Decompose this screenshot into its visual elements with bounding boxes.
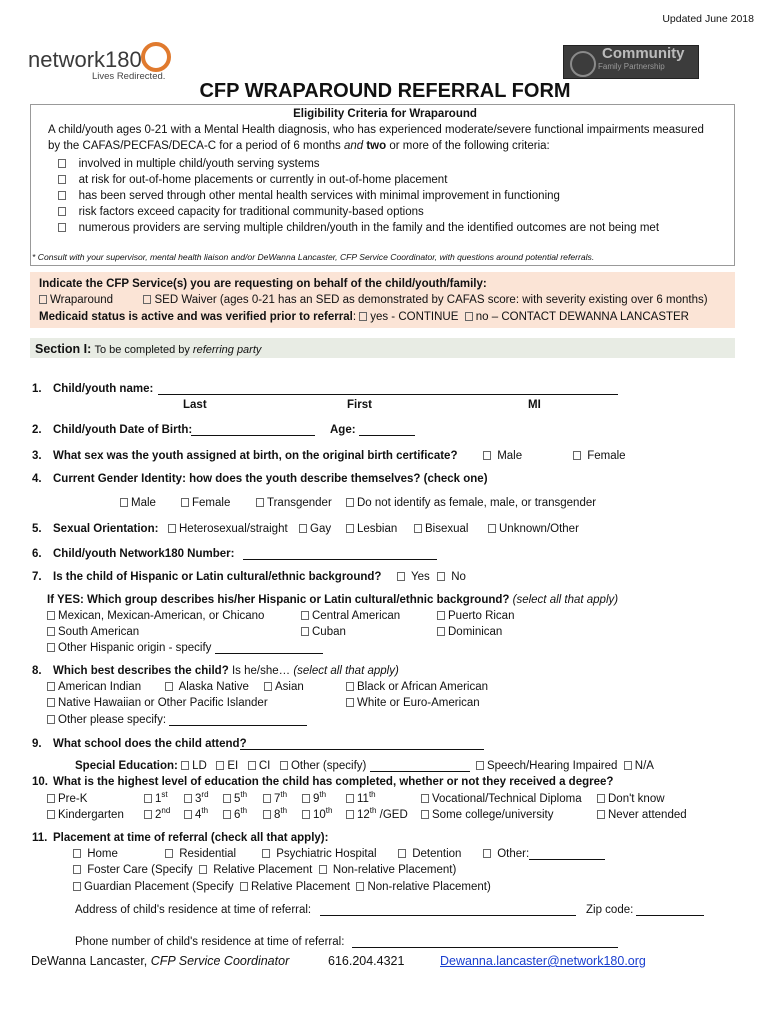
q5-option-gay[interactable]: Gay xyxy=(299,523,331,535)
checkbox[interactable] xyxy=(120,498,128,507)
dob-field[interactable] xyxy=(191,424,315,436)
q7-option-south-american[interactable]: South American xyxy=(47,626,139,638)
q10-9th[interactable]: 9th xyxy=(302,793,326,805)
medicaid-label: Medicaid status is active and was verified prior to referral xyxy=(39,311,353,323)
checkbox[interactable] xyxy=(263,794,271,803)
medicaid-yes-label: yes - CONTINUE xyxy=(370,311,459,323)
eligibility-intro-line2 xyxy=(48,140,550,152)
medicaid-no-checkbox[interactable] xyxy=(465,312,473,321)
address-label: Address of child's residence at time of referral: xyxy=(75,904,312,916)
q3-male-option[interactable]: Male xyxy=(483,450,522,462)
checkbox[interactable] xyxy=(47,643,55,652)
q9-label: What school does the child attend? xyxy=(53,738,247,750)
q3-label: What sex was the youth assigned at birth, on the original birth certificate? xyxy=(53,450,458,462)
q1-last: Last xyxy=(183,399,207,411)
checkbox[interactable] xyxy=(47,627,55,636)
other-sped-checkbox[interactable] xyxy=(280,761,288,770)
checkbox[interactable] xyxy=(262,849,270,858)
guardian-checkbox[interactable] xyxy=(73,882,81,891)
foster-nonrelative-checkbox[interactable] xyxy=(319,865,327,874)
checkbox[interactable] xyxy=(47,794,55,803)
q2-label: Child/youth Date of Birth: xyxy=(53,424,193,436)
q8-option-american-indian[interactable]: American Indian xyxy=(47,681,141,693)
q5-option-hetero[interactable]: Heterosexual/straight xyxy=(168,523,288,535)
q10-3rd[interactable]: 3rd xyxy=(184,793,209,805)
q1-first: First xyxy=(347,399,372,411)
q5-option-lesbian[interactable]: Lesbian xyxy=(346,523,397,535)
intro-text-b: or more of the following criteria: xyxy=(386,140,550,152)
checkbox[interactable] xyxy=(301,627,309,636)
footer-role: CFP Service Coordinator xyxy=(150,954,290,968)
checkbox[interactable] xyxy=(483,849,491,858)
q9-sped-row: Special Education: LD EI CI Other (specify) Speech/Hearing Impaired N/A xyxy=(75,760,654,772)
q11-psych-hospital[interactable]: Psychiatric Hospital xyxy=(262,848,377,860)
section1-label: Section I: xyxy=(35,342,92,356)
q11-foster-row: Foster Care (Specify Relative Placement Non-relative Placement) xyxy=(73,864,456,876)
checkbox[interactable] xyxy=(47,682,55,691)
medicaid-yes-checkbox[interactable] xyxy=(359,312,367,321)
checkbox[interactable] xyxy=(488,524,496,533)
checkbox[interactable] xyxy=(597,794,605,803)
q4-option-not-identify[interactable]: Do not identify as female, male, or transgender xyxy=(346,497,596,509)
section1-party: referring party xyxy=(192,344,262,356)
q5-number: 5. xyxy=(32,523,42,535)
q2-age-label: Age: xyxy=(330,424,356,436)
q8-option-white[interactable]: White or Euro-American xyxy=(346,697,480,709)
footer-contact xyxy=(31,954,289,968)
q10-pre-k[interactable]: Pre-K xyxy=(47,793,87,805)
partner-logo-sub: Family Partnership xyxy=(598,62,665,71)
q7-option-mexican[interactable]: Mexican, Mexican-American, or Chicano xyxy=(47,610,264,622)
q6-number: 6. xyxy=(32,548,42,560)
checkbox[interactable] xyxy=(47,698,55,707)
criteria-item: involved in multiple child/youth serving systems xyxy=(58,156,659,172)
q10-2nd[interactable]: 2nd xyxy=(144,809,170,821)
network180-number-field[interactable] xyxy=(243,548,437,560)
q4-option-male[interactable]: Male xyxy=(120,497,156,509)
checkbox[interactable] xyxy=(346,698,354,707)
q10-12th[interactable]: 12th /GED xyxy=(346,809,408,821)
q7-option-puerto-rican[interactable]: Puerto Rican xyxy=(437,610,514,622)
guardian-nonrelative-checkbox[interactable] xyxy=(356,882,364,891)
updated-date: Updated June 2018 xyxy=(662,13,754,25)
q11-home[interactable]: Home xyxy=(73,848,118,860)
q10-7th[interactable]: 7th xyxy=(263,793,287,805)
checkbox[interactable] xyxy=(144,810,152,819)
q3-female-option[interactable]: Female xyxy=(573,450,626,462)
phone-label: Phone number of child's residence at time of referral: xyxy=(75,936,345,948)
q10-1st[interactable]: 1st xyxy=(144,793,168,805)
logo-tagline: Lives Redirected. xyxy=(92,71,166,82)
foster-checkbox[interactable] xyxy=(73,865,81,874)
q10-8th[interactable]: 8th xyxy=(263,809,287,821)
partner-logo-title: Community xyxy=(602,45,685,62)
q11-guardian-row: Guardian Placement (Specify Relative Placement Non-relative Placement) xyxy=(73,881,491,893)
checkbox[interactable] xyxy=(223,810,231,819)
checkbox[interactable] xyxy=(437,611,445,620)
partner-logo-swirl-icon xyxy=(570,51,596,77)
criteria-item: at risk for out-of-home placements or currently in out-of-home placement xyxy=(58,172,659,188)
checkbox[interactable] xyxy=(397,572,405,581)
other-sped-field[interactable] xyxy=(370,760,470,772)
footer-email-link[interactable] xyxy=(440,954,646,968)
checkbox[interactable] xyxy=(58,159,66,168)
guardian-relative-checkbox[interactable] xyxy=(240,882,248,891)
q10-never-attended[interactable]: Never attended xyxy=(597,809,687,821)
criteria-item: numerous providers are serving multiple children/youth in the family and the identified outcomes are not being met xyxy=(58,220,659,236)
q10-5th[interactable]: 5th xyxy=(223,793,247,805)
ci-checkbox[interactable] xyxy=(248,761,256,770)
intro-and: and xyxy=(343,140,364,152)
q1-mi: MI xyxy=(528,399,541,411)
services-options xyxy=(39,294,708,306)
q8-option-asian[interactable]: Asian xyxy=(264,681,304,693)
logo-wordmark: network180 xyxy=(28,47,142,72)
phone-field[interactable] xyxy=(352,936,618,948)
checkbox[interactable] xyxy=(47,715,55,724)
zip-label: Zip code: xyxy=(586,904,634,916)
age-field[interactable] xyxy=(359,424,415,436)
criteria-list xyxy=(58,156,659,236)
child-name-field[interactable] xyxy=(158,383,618,395)
network180-logo xyxy=(28,42,178,85)
checkbox[interactable] xyxy=(421,810,429,819)
intro-text-a: by the CAFAS/PECFAS/DECA-C for a period of 6 months xyxy=(48,140,344,152)
checkbox[interactable] xyxy=(58,175,66,184)
q7-number: 7. xyxy=(32,571,42,583)
q7-option-other-hispanic[interactable]: Other Hispanic origin - specify xyxy=(47,642,323,654)
checkbox[interactable] xyxy=(47,810,55,819)
other-hispanic-field[interactable] xyxy=(215,642,323,654)
q2-number: 2. xyxy=(32,424,42,436)
q8-option-alaska-native[interactable]: Alaska Native xyxy=(165,681,249,693)
checkbox[interactable] xyxy=(346,682,354,691)
q10-number: 10. xyxy=(32,776,48,788)
q10-11th[interactable]: 11th xyxy=(346,793,376,805)
intro-two: two xyxy=(363,140,387,152)
q5-option-unknown[interactable]: Unknown/Other xyxy=(488,523,579,535)
q10-6th[interactable]: 6th xyxy=(223,809,247,821)
q7-option-dominican[interactable]: Dominican xyxy=(437,626,502,638)
q7-no-option[interactable]: No xyxy=(437,571,466,583)
criteria-item: has been served through other mental health services with minimal improvement in functioning xyxy=(58,188,659,204)
q5-option-bisexual[interactable]: Bisexual xyxy=(414,523,468,535)
q11-residential[interactable]: Residential xyxy=(165,848,236,860)
checkbox[interactable] xyxy=(181,498,189,507)
q8-option-black[interactable]: Black or African American xyxy=(346,681,488,693)
network180-logo-mark xyxy=(28,42,178,82)
footer-phone: 616.204.4321 xyxy=(328,954,405,968)
q11-other[interactable]: Other: xyxy=(483,848,605,860)
criteria-item: risk factors exceed capacity for traditional community-based options xyxy=(58,204,659,220)
medicaid-row: Medicaid status is active and was verified prior to referral: yes - CONTINUE no – CONTACT DEWANNA LANCASTER xyxy=(39,311,689,323)
ld-checkbox[interactable] xyxy=(181,761,189,770)
q9-number: 9. xyxy=(32,738,42,750)
q10-dont-know[interactable]: Don't know xyxy=(597,793,665,805)
q8-option-other[interactable]: Other please specify: xyxy=(47,714,307,726)
ei-checkbox[interactable] xyxy=(216,761,224,770)
q10-10th[interactable]: 10th xyxy=(302,809,332,821)
sed-waiver-label: SED Waiver (ages 0-21 has an SED as demonstrated by CAFAS score: with severity existing over 6 months) xyxy=(154,294,708,306)
q7-option-central-american[interactable]: Central American xyxy=(301,610,400,622)
other-race-field[interactable] xyxy=(169,714,307,726)
speech-checkbox[interactable] xyxy=(476,761,484,770)
q11-label: Placement at time of referral (check all that apply): xyxy=(53,832,329,844)
q10-kindergarten[interactable]: Kindergarten xyxy=(47,809,124,821)
checkbox[interactable] xyxy=(256,498,264,507)
checkbox[interactable] xyxy=(414,524,422,533)
q11-detention[interactable]: Detention xyxy=(398,848,461,860)
checkbox[interactable] xyxy=(223,794,231,803)
zip-field[interactable] xyxy=(636,904,704,916)
checkbox[interactable] xyxy=(437,572,445,581)
consult-note: * Consult with your supervisor, mental health liaison and/or DeWanna Lancaster, CFP Service Coordinator, with questions around potential referrals. xyxy=(32,252,595,262)
wraparound-checkbox[interactable] xyxy=(39,295,47,304)
checkbox[interactable] xyxy=(346,498,354,507)
checkbox[interactable] xyxy=(437,627,445,636)
q7-option-cuban[interactable]: Cuban xyxy=(301,626,346,638)
services-heading: Indicate the CFP Service(s) you are requesting on behalf of the child/youth/family: xyxy=(39,278,487,290)
checkbox[interactable] xyxy=(263,810,271,819)
checkbox[interactable] xyxy=(264,682,272,691)
medicaid-no-label: no – CONTACT DEWANNA LANCASTER xyxy=(475,311,689,323)
foster-relative-checkbox[interactable] xyxy=(199,865,207,874)
checkbox[interactable] xyxy=(58,223,66,232)
checkbox[interactable] xyxy=(346,810,354,819)
checkbox[interactable] xyxy=(58,207,66,216)
q10-label: What is the highest level of education the child has completed, whether or not they received a degree? xyxy=(53,776,614,788)
checkbox[interactable] xyxy=(483,451,491,460)
partner-logo xyxy=(563,45,699,79)
form-title: CFP WRAPAROUND REFERRAL FORM xyxy=(199,80,571,102)
q10-vocational[interactable]: Vocational/Technical Diploma xyxy=(421,793,582,805)
checkbox[interactable] xyxy=(165,849,173,858)
checkbox[interactable] xyxy=(165,682,173,691)
checkbox[interactable] xyxy=(302,794,310,803)
checkbox[interactable] xyxy=(573,451,581,460)
q5-label: Sexual Orientation: xyxy=(53,523,159,535)
q1-label: Child/youth name: xyxy=(53,383,154,395)
eligibility-intro-line1: A child/youth ages 0-21 with a Mental Health diagnosis, who has experienced moderate/severe functional impairments measured xyxy=(48,124,704,136)
q10-some-college[interactable]: Some college/university xyxy=(421,809,553,821)
q3-number: 3. xyxy=(32,450,42,462)
checkbox[interactable] xyxy=(346,524,354,533)
checkbox[interactable] xyxy=(58,191,66,200)
q4-option-female[interactable]: Female xyxy=(181,497,230,509)
q4-label: Current Gender Identity: how does the youth describe themselves? (check one) xyxy=(53,473,488,485)
checkbox[interactable] xyxy=(301,611,309,620)
q10-4th[interactable]: 4th xyxy=(184,809,208,821)
q8-label-row: Which best describes the child? Is he/she… (select all that apply) xyxy=(53,665,399,677)
checkbox[interactable] xyxy=(73,849,81,858)
checkbox[interactable] xyxy=(299,524,307,533)
q8-number: 8. xyxy=(32,665,42,677)
checkbox[interactable] xyxy=(47,611,55,620)
section1-text: To be completed by xyxy=(94,344,193,356)
q1-number: 1. xyxy=(32,383,42,395)
school-field[interactable] xyxy=(240,738,484,750)
sed-waiver-checkbox[interactable] xyxy=(143,295,151,304)
section1-heading xyxy=(35,342,261,356)
wraparound-label: Wraparound xyxy=(50,294,114,306)
checkbox[interactable] xyxy=(144,794,152,803)
checkbox[interactable] xyxy=(302,810,310,819)
q7-yes-option[interactable]: Yes xyxy=(397,571,430,583)
q7-ifyes: If YES: Which group describes his/her Hispanic or Latin cultural/ethnic background? (select all that apply) xyxy=(47,594,619,606)
other-placement-field[interactable] xyxy=(529,848,605,860)
checkbox[interactable] xyxy=(421,794,429,803)
na-checkbox[interactable] xyxy=(624,761,632,770)
checkbox[interactable] xyxy=(168,524,176,533)
eligibility-heading: Eligibility Criteria for Wraparound xyxy=(293,108,477,120)
q11-number: 11. xyxy=(32,832,48,844)
checkbox[interactable] xyxy=(346,794,354,803)
q7-label: Is the child of Hispanic or Latin cultural/ethnic background? xyxy=(53,571,382,583)
email-link[interactable]: Dewanna.lancaster@network180.org xyxy=(440,954,646,968)
sped-label: Special Education: xyxy=(75,760,178,772)
checkbox[interactable] xyxy=(398,849,406,858)
q6-label: Child/youth Network180 Number: xyxy=(53,548,235,560)
footer-name: DeWanna Lancaster, xyxy=(31,954,151,968)
q4-option-transgender[interactable]: Transgender xyxy=(256,497,332,509)
q4-number: 4. xyxy=(32,473,42,485)
checkbox[interactable] xyxy=(597,810,605,819)
address-field[interactable] xyxy=(320,904,576,916)
q8-option-native-hawaiian[interactable]: Native Hawaiian or Other Pacific Islander xyxy=(47,697,268,709)
checkbox[interactable] xyxy=(184,794,192,803)
checkbox[interactable] xyxy=(184,810,192,819)
